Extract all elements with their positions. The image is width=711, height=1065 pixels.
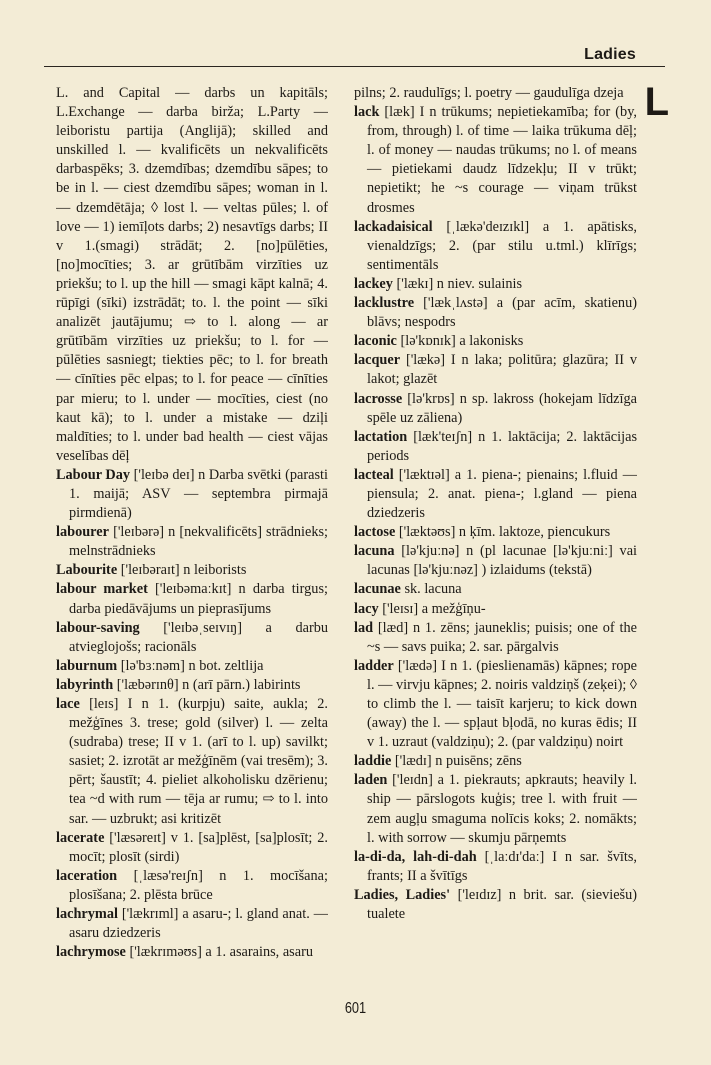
- entry-definition: ['lædə] I n 1. (pieslienamās) kāpnes; rope l. — virvju kāpnes; 2. noiris valdziņš (zeķei); ◊ to climb the l. — taisīt karjeru; to kick down (away) the l. — spļaut bļodā, no kuras ēdis; II v 1. uzraut (valdziņu); 2. (par valdziņu) noirt: [367, 657, 637, 751]
- dictionary-entry: [56, 84, 328, 466]
- thumb-index-letter: L: [644, 80, 669, 124]
- dictionary-entry: [354, 657, 637, 752]
- dictionary-entry: [354, 390, 637, 428]
- entry-definition: ['leɪdn] a 1. piekrauts; apkrauts; heavily l. ship — pārslogots kuģis; tree l. with fruit — zem augļu smaguma nolīcis koks; 2. nomākts; l. with sorrow — skumju pārņemts: [367, 772, 637, 846]
- entry-definition: ['lækɪ] n niev. sulainis: [396, 275, 523, 292]
- dictionary-entry: [354, 523, 637, 542]
- entry-headword: Labour Day: [56, 466, 131, 483]
- entry-definition: [læk] I n trūkums; nepietiekamība; for (by, from, through) l. of time — laika trūkuma dēļ; l. of money — naudas trūkums; no l. of means — pietiekami daudz līdzekļu; II v trūkt; nepietikt; he ~s courage — viņam trūkst drosmes: [367, 104, 637, 216]
- entry-headword: lackey: [354, 275, 393, 292]
- entry-headword: lachrymose: [56, 944, 126, 961]
- entry-headword: laden: [354, 772, 388, 789]
- left-column: [56, 84, 328, 1014]
- dictionary-entry: [56, 829, 328, 867]
- entry-headword: laddie: [354, 753, 392, 770]
- right-column: [354, 84, 637, 1014]
- entry-headword: lace: [56, 696, 80, 712]
- entry-headword: lacklustre: [354, 295, 415, 312]
- dictionary-entry: [354, 103, 637, 218]
- entry-definition: [læd] n 1. zēns; jauneklis; puisis; one of the ~s — savs puika; 2. sar. pārgalvis: [367, 619, 637, 655]
- entry-definition: ['leɪbə deɪ] n Darba svētki (parasti 1. maijā; ASV — septembra pirmajā pirmdienā): [69, 466, 328, 522]
- dictionary-entry: [354, 600, 637, 619]
- page-number: 601: [344, 1000, 367, 1017]
- dictionary-entry: [354, 351, 637, 389]
- entry-headword: lachrymal: [56, 906, 118, 923]
- entry-headword: lacuna: [354, 543, 395, 560]
- dictionary-entry: [354, 84, 637, 103]
- dictionary-entry: [354, 428, 637, 466]
- entry-headword: lacteal: [354, 466, 394, 483]
- entry-definition: ['læktəʊs] n ķīm. laktoze, piencukurs: [398, 524, 611, 541]
- entry-headword: la-di-da, lah-di-dah: [354, 848, 477, 865]
- entry-definition: ['lækrɪml] a asaru-; l. gland anat. — asaru dziedzeris: [69, 906, 328, 942]
- entry-definition: ['lækˌlʌstə] a (par acīm, skatienu) blāvs; nespodrs: [367, 295, 637, 331]
- dictionary-entry: [354, 580, 637, 599]
- entry-headword: lacquer: [354, 352, 401, 369]
- entry-headword: lackadaisical: [354, 218, 433, 235]
- dictionary-entry: [56, 523, 328, 561]
- dictionary-entry: [56, 657, 328, 676]
- entry-definition: [lə'kɒnɪk] a lakonisks: [400, 333, 524, 350]
- dictionary-entry: [56, 619, 328, 657]
- entry-headword: lactation: [354, 428, 408, 445]
- entry-headword: lacerate: [56, 829, 105, 846]
- dictionary-entry: [56, 867, 328, 905]
- dictionary-entry: [56, 580, 328, 618]
- dictionary-entry: [354, 542, 637, 580]
- entry-headword: ladder: [354, 657, 394, 674]
- entry-definition: ['læsəreɪt] v 1. [sa]plēst, [sa]plosīt; 2. mocīt; plosīt (sirdi): [69, 829, 328, 865]
- entry-definition: [ˌlækə'deɪzɪkl] a 1. apātisks, vienaldzīgs; 2. (par stilu u.tml.) klīrīgs; sentimentāls: [367, 218, 637, 273]
- entry-headword: lacunae: [354, 581, 401, 598]
- entry-definition: ['læbərɪnθ] n (arī pārn.) labirints: [116, 676, 301, 693]
- entry-definition: [læk'teɪʃn] n 1. laktācija; 2. laktācijas periods: [367, 428, 637, 464]
- entry-definition: ['læktɪəl] a 1. piena-; pienains; l.fluid — piensula; 2. anat. piena-; l.gland — piena dziedzeris: [367, 466, 637, 522]
- dictionary-entry: [354, 619, 637, 657]
- entry-headword: laburnum: [56, 657, 118, 674]
- entry-definition: ['leɪbəraɪt] n leiborists: [120, 562, 247, 579]
- dictionary-entry: [56, 561, 328, 580]
- dictionary-entry: [56, 905, 328, 943]
- entry-definition: pilns; 2. raudulīgs; l. poetry — gaudulīga dzeja: [354, 85, 624, 101]
- dictionary-entry: [56, 676, 328, 695]
- dictionary-entry: [354, 332, 637, 351]
- entry-definition: [ˌlæsə'reɪʃn] n 1. mocīšana; plosīšana; 2. plēsta brūce: [69, 867, 328, 903]
- entry-definition: ['leɪbəmaːkɪt] n darba tirgus; darba piedāvājums un pieprasījums: [69, 581, 328, 617]
- dictionary-entry: [354, 218, 637, 275]
- dictionary-entry: [354, 466, 637, 523]
- dictionary-entry: [354, 771, 637, 847]
- entry-definition: ['leɪbərə] n [nekvalificēts] strādnieks; melnstrādnieks: [69, 524, 328, 560]
- entry-headword: laconic: [354, 333, 397, 350]
- entry-headword: labour-saving: [56, 619, 140, 636]
- dictionary-entry: [56, 466, 328, 523]
- dictionary-entry: [56, 943, 328, 962]
- entry-definition: ['leɪsɪ] a mežģīņu-: [382, 600, 486, 617]
- dictionary-entry: [354, 752, 637, 771]
- entry-headword: labour market: [56, 581, 148, 598]
- entry-definition: [lə'kjuːnə] n (pl lacunae [lə'kjuːniː] vai lacunas [lə'kjuːnəz] ) izlaidums (tekstā): [367, 543, 637, 579]
- dictionary-entry: [56, 695, 328, 829]
- dictionary-entry: [354, 294, 637, 332]
- entry-headword: Labourite: [56, 562, 118, 579]
- dictionary-entry: [354, 886, 637, 924]
- dictionary-entry: [354, 275, 637, 294]
- entry-headword: labourer: [56, 524, 109, 541]
- entry-definition: L. and Capital — darbs un kapitāls; L.Exchange — darba birža; L.Party — leiboristu partija (Anglijā); skilled and unskilled l. — kvalificēts un nekvalificēts darbaspēks; 3. dzemdības; dzemdību sāpes; to be in l. — ciest dzemdību sāpes; woman in l. — dzemdētāja; ◊ lost l. — veltas pūles; l. of love — 1) iemīļots darbs; 2) nesavtīgs darbs; II v 1.(smagi) strādāt; 2. [no]pūlēties, [no]mocīties; 3. ar grūtībām virzīties uz priekšu; to l. up the hill — smagi kāpt kalnā; 4. rūpīgi (sīki) izstrādāt; to. l. the point — sīki analizēt jautājumu; ⇨ to l. along — ar grūtībām virzīties uz priekšu; to l. for — pūlēties sasniegt; tiekties pēc; to l. for breath — cīnīties pēc elpas; to l. for peace — cīnīties par mieru; to l. under — mocīties, ciest (no kaut kā); to l. under a mistake — dziļi maldīties; to l. under bad health — ciest vājas veselības dēļ: [56, 85, 328, 464]
- entry-definition: ['leɪbəˌseɪvɪŋ] a darbu atvieglojošs; racionāls: [69, 619, 328, 655]
- entry-definition: [lə'bɜːnəm] n bot. zeltlija: [120, 657, 264, 674]
- entry-headword: lacy: [354, 600, 379, 617]
- entry-headword: lack: [354, 104, 380, 121]
- header-rule: [44, 66, 665, 67]
- entry-headword: lad: [354, 619, 374, 636]
- entry-definition: [lə'krɒs] n sp. lakross (hokejam līdzīga spēle uz zāliena): [367, 390, 637, 426]
- entry-headword: Ladies, Ladies': [354, 886, 451, 903]
- dictionary-entry: [354, 848, 637, 886]
- entry-headword: labyrinth: [56, 676, 114, 693]
- entry-headword: lacrosse: [354, 390, 403, 407]
- entry-headword: laceration: [56, 867, 118, 884]
- entry-headword: lactose: [354, 524, 396, 541]
- entry-definition: sk. lacuna: [404, 581, 462, 598]
- guide-word: Ladies: [584, 46, 636, 63]
- entry-definition: ['lædɪ] n puisēns; zēns: [394, 753, 522, 770]
- entry-definition: ['leɪdɪz] n brit. sar. (sieviešu) tualete: [367, 886, 637, 923]
- entry-definition: [ˌlaːdɪ'daː] I n sar. švīts, frants; II a švītīgs: [367, 848, 637, 884]
- entry-definition: [leɪs] I n 1. (kurpju) saite, aukla; 2. mežģīnes 3. trese; gold (silver) l. — zelta (sudraba) trese; II v 1. (arī to l. up) savilkt; sasiet; 2. izrotāt ar mežģīnēm (vai tresēm); 3. pērt; šaustīt; 4. pieliet alkoholisku dzērienu; tea ~d with rum — tēja ar rumu; ⇨ to l. into sar. — uzbrukt; asi kritizēt: [69, 696, 328, 827]
- entry-definition: ['lækrɪməʊs] a 1. asarains, asaru: [129, 944, 313, 961]
- entry-definition: ['lækə] I n laka; politūra; glazūra; II v lakot; glazēt: [367, 352, 637, 388]
